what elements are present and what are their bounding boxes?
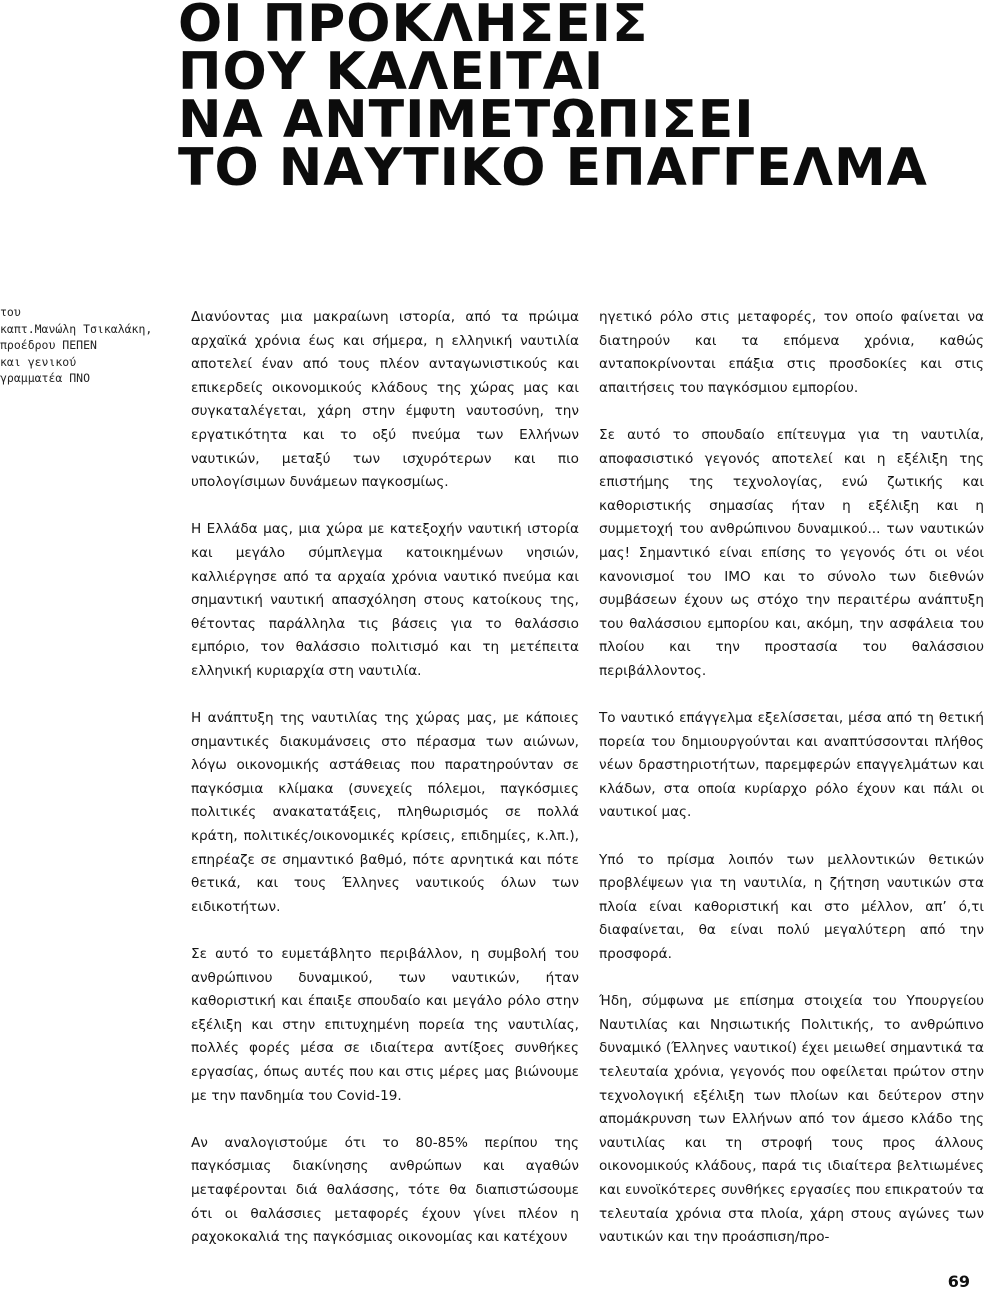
- byline-line: προέδρου ΠΕΠΕΝ: [0, 338, 97, 352]
- paragraph: Η ανάπτυξη της ναυτιλίας της χώρας μας, με κάποιες σημαντικές διακυμάνσεις στο πέρασμα των αιώνων, λόγω οικονομικής αστάθειας που παρατηρούνταν σε παγκόσμια κλίμακα (συνεχείς πόλεμοι, παγκόσμιες πολιτικές ανακατατάξεις, πληθωρισμός σε πολλά κράτη, πολιτικές/οικονομικές κρίσεις, επιδημίες, κ.λπ.), επηρέαζε σε σημαντικό βαθμό, πότε αρνητικά και πότε θετικά, και τους Έλληνες ναυτικούς όλων των ειδικοτήτων.: [191, 710, 579, 915]
- title-line: ΤΟ ΝΑΥΤΙΚΟ ΕΠΑΓΓΕΛΜΑ: [178, 138, 928, 198]
- paragraph: Σε αυτό το σπουδαίο επίτευγμα για τη ναυτιλία, αποφασιστικό γεγονός αποτελεί και η εξέλιξη της επιστήμης της τεχνολογίας, ενώ ζωτικής και καθοριστικής σημασίας ήταν η εξέλιξη και η συμμετοχή του ανθρώπινου δυναμικού... των ναυτικών μας! Σημαντικό είναι επίσης το γεγονός ότι οι νέοι κανονισμοί του ΙΜΟ και το σύνολο των διεθνών συμβάσεων έχουν ως στόχο την περαιτέρω ανάπτυξη του θαλάσσιου εμπορίου και, ακόμη, την ασφάλεια του πλοίου και την προστασία του θαλάσσιου περιβάλλοντος.: [599, 426, 984, 679]
- title-line: ΠΟΥ ΚΑΛΕΙΤΑΙ: [178, 42, 605, 102]
- article-column-right: [599, 306, 984, 1273]
- paragraph: Αν αναλογιστούμε ότι το 80-85% περίπου της παγκόσμιας διακίνησης ανθρώπων και αγαθών μεταφέρονται διά θαλάσσης, τότε θα διαπιστώσουμε ότι οι θαλάσσιες μεταφορές έχουν γίνει πλέον η ραχοκοκαλιά της παγκόσμιας οικονομίας και κατέχουν: [191, 1134, 579, 1246]
- page-number: 69: [947, 1272, 970, 1291]
- byline-line: καπτ.Μανώλη Τσικαλάκη,: [0, 321, 153, 336]
- paragraph: Διανύοντας μια μακραίωνη ιστορία, από τα πρώιμα αρχαϊκά χρόνια έως και σήμερα, η ελληνική ναυτιλία αποτελεί έναν από τους πλέον ανταγωνιστικούς και επικερδείς οικονομικούς κλάδους της χώρας μας και συγκαταλέγεται, χάρη στην έμφυτη ναυτοσύνη, την εργατικότητα και το οξύ πνεύμα των Ελλήνων ναυτικών, μεταξύ των ισχυρότερων και πιο υπολογίσιμων δυνάμεων παγκοσμίως.: [191, 309, 579, 491]
- byline-line: του: [0, 305, 21, 319]
- paragraph: Το ναυτικό επάγγελμα εξελίσσεται, μέσα από τη θετική πορεία του δημιουργούνται και αναπτύσσονται πλήθος νέων δραστηριοτήτων, παρεμφερών επαγγελμάτων και κλάδων, στα οποία κυρίαρχο ρόλο έχουν και πάλι οι ναυτικοί μας.: [599, 710, 984, 821]
- title-line: ΟΙ ΠΡΟΚΛΗΣΕΙΣ: [178, 0, 649, 54]
- byline-line: γραμματέα ΠΝΟ: [0, 371, 91, 385]
- paragraph: Ήδη, σύμφωνα με επίσημα στοιχεία του Υπουργείου Ναυτιλίας και Νησιωτικής Πολιτικής, το ανθρώπινο δυναμικό (Έλληνες ναυτικοί) έχει μειωθεί σημαντικά τα τελευταία χρόνια, γεγονός που οφείλεται πρώτον στην τεχνολογική εξέλιξη των πλοίων και δεύτερον στην απομάκρυνση των Ελλήνων από τον άμεσο κλάδο της ναυτιλίας και τη στροφή τους προς άλλους οικονομικούς κλάδους, παρά τις ιδιαίτερα βελτιωμένες και ευνοϊκότερες συνθήκες εργασίες που επικρατούν τα τελευταία χρόνια στα πλοία, χάρη στους αγώνες των ναυτικών και την προάσπιση/προ-: [599, 993, 984, 1246]
- paragraph: Υπό το πρίσμα λοιπόν των μελλοντικών θετικών προβλέψεων για τη ναυτιλία, η ζήτηση ναυτικών στα πλοία είναι καθοριστική και στο μέλλον, απ’ ό,τι διαφαίνεται, θα είναι πολύ μεγαλύτερη από την προσφορά.: [599, 851, 984, 963]
- article-column-left: [191, 306, 579, 1273]
- paragraph: Σε αυτό το ευμετάβλητο περιβάλλον, η συμβολή του ανθρώπινου δυναμικού, των ναυτικών, ήταν καθοριστική και έπαιξε σπουδαίο και μεγάλο ρόλο στην εξέλιξη και στην επιτυχημένη πορεία της ναυτιλίας, πολλές φορές μέσα σε ιδιαίτερα αντίξοες συνθήκες εργασίας, όπως αυτές που και στις μέρες μας βιώνουμε με την πανδημία του Covid-19.: [191, 946, 579, 1104]
- paragraph: Η Ελλάδα μας, μια χώρα με κατεξοχήν ναυτική ιστορία και μεγάλο σύμπλεγμα κατοικημένων νησιών, καλλιέργησε από τα αρχαία χρόνια ναυτικό πνεύμα και σημαντική ναυτική απασχόληση στους κατοίκους της, θέτοντας παράλληλα τις βάσεις για το θαλάσσιο εμπόριο, τον θαλάσσιο πολιτισμό και τη μετέπειτα ελληνική κυριαρχία στη ναυτιλία.: [191, 521, 579, 679]
- byline-line: και γενικού: [0, 354, 77, 369]
- paragraph: ηγετικό ρόλο στις μεταφορές, τον οποίο φαίνεται να διατηρούν και τα επόμενα χρόνια, καθώς ανταποκρίνονται επάξια στις προσδοκίες και στις απαιτήσεις του παγκόσμιου εμπορίου.: [599, 309, 984, 396]
- article-title: [178, 0, 958, 198]
- author-byline: [0, 304, 170, 387]
- title-line: ΝΑ ΑΝΤΙΜΕΤΩΠΙΣΕΙ: [178, 90, 755, 150]
